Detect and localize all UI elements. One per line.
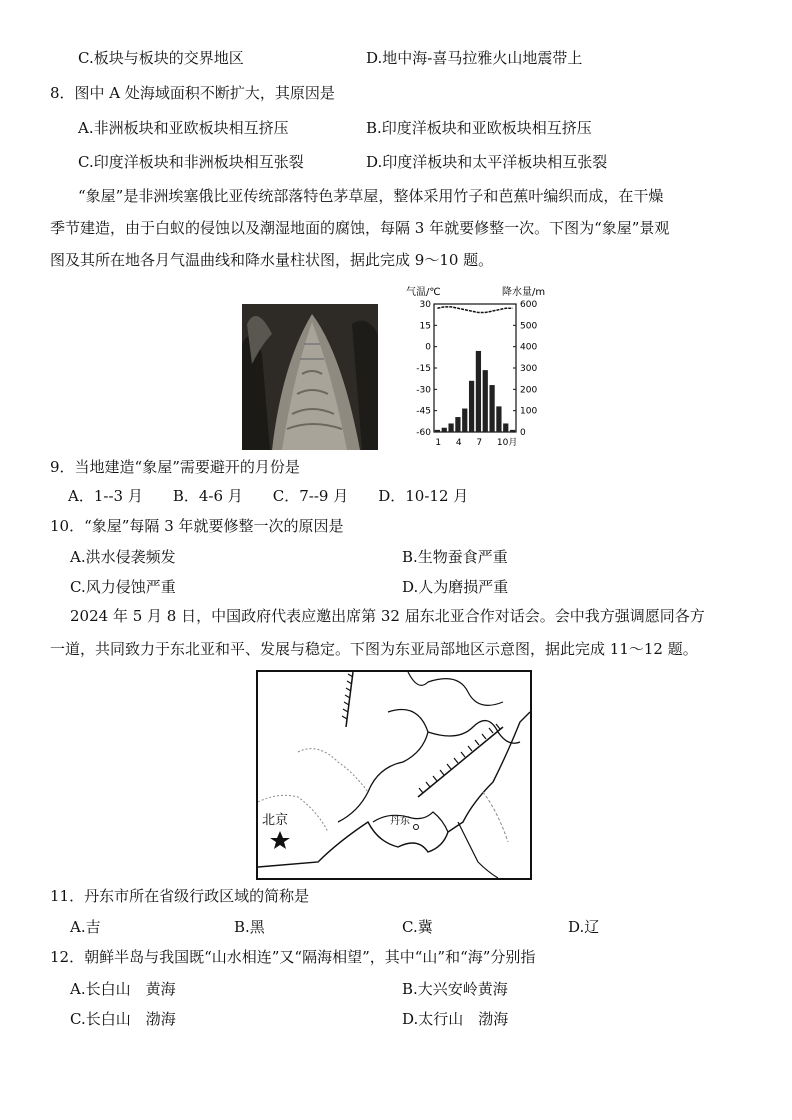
q8-option-d: D.印度洋板块和太平洋板块相互张裂 <box>366 153 608 171</box>
month-tick-label: 4 <box>455 438 462 448</box>
precipitation-bar <box>435 430 440 432</box>
precipitation-axis-label: 降水量/m <box>502 287 546 298</box>
q11-option-c: C.冀 <box>402 918 433 936</box>
temperature-tick-label: -15 <box>416 364 431 374</box>
precipitation-tick-label: 600 <box>520 300 538 310</box>
temperature-tick-label: 30 <box>419 300 431 310</box>
precipitation-bar <box>483 370 488 432</box>
beijing-label: 北京 <box>262 813 289 828</box>
precipitation-bar <box>455 417 460 432</box>
q11-stem: 11．丹东市所在省级行政区域的简称是 <box>50 887 310 905</box>
q12-option-b: B.大兴安岭黄海 <box>402 980 508 998</box>
q8-option-c: C.印度洋板块和非洲板块相互张裂 <box>78 153 304 171</box>
passage2-line1: 2024 年 5 月 8 日，中国政府代表应邀出席第 32 届东北亚合作对话会。会中我方强调愿同各方 <box>70 607 705 625</box>
precipitation-bar <box>496 406 501 432</box>
q10-option-c: C.风力侵蚀严重 <box>70 578 176 596</box>
passage1-line1: “象屋”是非洲埃塞俄比亚传统部落特色茅草屋，整体采用竹子和芭蕉叶编织而成，在干燥 <box>78 187 664 205</box>
temperature-line <box>437 307 512 313</box>
month-tick-label: 1 <box>435 438 442 448</box>
q12-stem: 12．朝鲜半岛与我国既“山水相连”又“隔海相望”，其中“山”和“海”分别指 <box>50 948 536 966</box>
elephant-hut-photo <box>242 304 378 450</box>
q8-option-a: A.非洲板块和亚欧板块相互挤压 <box>78 119 289 137</box>
temperature-tick-label: -60 <box>416 428 431 438</box>
q10-stem: 10．“象屋”每隔 3 年就要修整一次的原因是 <box>50 517 344 535</box>
q12-option-d: D.太行山 渤海 <box>402 1010 509 1028</box>
dandong-label: 丹东 <box>390 816 410 827</box>
passage2-line2: 一道，共同致力于东北亚和平、发展与稳定。下图为东亚局部地区示意图，据此完成 11～12 题。 <box>50 640 698 658</box>
temperature-tick-label: -30 <box>416 385 431 396</box>
precipitation-bar <box>462 409 467 432</box>
precipitation-tick-label: 400 <box>520 342 538 353</box>
q10-option-b: B.生物蚕食严重 <box>402 548 508 566</box>
q8-stem: 8．图中 A 处海域面积不断扩大，其原因是 <box>50 84 335 102</box>
passage1-line2: 季节建造，由于白蚁的侵蚀以及潮湿地面的腐蚀，每隔 3 年就要修整一次。下图为“象屋”景观 <box>50 219 670 237</box>
precipitation-bar <box>489 385 494 432</box>
climate-chart <box>404 284 554 454</box>
month-tick-label: 10月 <box>496 438 518 448</box>
precipitation-bar <box>510 430 515 432</box>
precipitation-bar <box>476 351 481 432</box>
q10-option-d: D.人为磨损严重 <box>402 578 509 596</box>
dandong-marker-icon <box>414 825 419 830</box>
precipitation-tick-label: 500 <box>520 321 538 332</box>
precipitation-tick-label: 300 <box>520 364 538 374</box>
q12-option-a: A.长白山 黄海 <box>70 980 176 998</box>
q11-option-b: B.黑 <box>234 918 265 936</box>
temperature-tick-label: 15 <box>419 321 431 332</box>
q7-option-d: D.地中海-喜马拉雅火山地震带上 <box>366 49 583 67</box>
beijing-star-icon <box>270 831 290 849</box>
temperature-tick-label: 0 <box>425 342 431 353</box>
passage1-line3: 图及其所在地各月气温曲线和降水量柱状图，据此完成 9～10 题。 <box>50 251 494 269</box>
q10-option-a: A.洪水侵袭频发 <box>70 548 176 566</box>
precipitation-tick-label: 0 <box>520 428 526 438</box>
precipitation-bar <box>503 423 508 432</box>
q9-options: A．1--3 月 B．4-6 月 C．7--9 月 D．10-12 月 <box>68 487 469 505</box>
precipitation-bar <box>442 428 447 432</box>
month-tick-label: 7 <box>476 438 483 448</box>
temperature-axis-label: 气温/℃ <box>406 287 441 298</box>
q11-option-d: D.辽 <box>568 918 600 936</box>
q9-stem: 9．当地建造“象屋”需要避开的月份是 <box>50 458 300 476</box>
precipitation-tick-label: 100 <box>520 406 538 417</box>
q7-option-c: C.板块与板块的交界地区 <box>78 49 244 67</box>
east-asia-map <box>256 670 532 880</box>
precipitation-bar <box>448 423 453 432</box>
precipitation-bar <box>469 381 474 432</box>
q11-option-a: A.吉 <box>70 918 101 936</box>
precipitation-tick-label: 200 <box>520 385 538 396</box>
q12-option-c: C.长白山 渤海 <box>70 1010 176 1028</box>
q8-option-b: B.印度洋板块和亚欧板块相互挤压 <box>366 119 592 137</box>
temperature-tick-label: -45 <box>416 406 431 417</box>
